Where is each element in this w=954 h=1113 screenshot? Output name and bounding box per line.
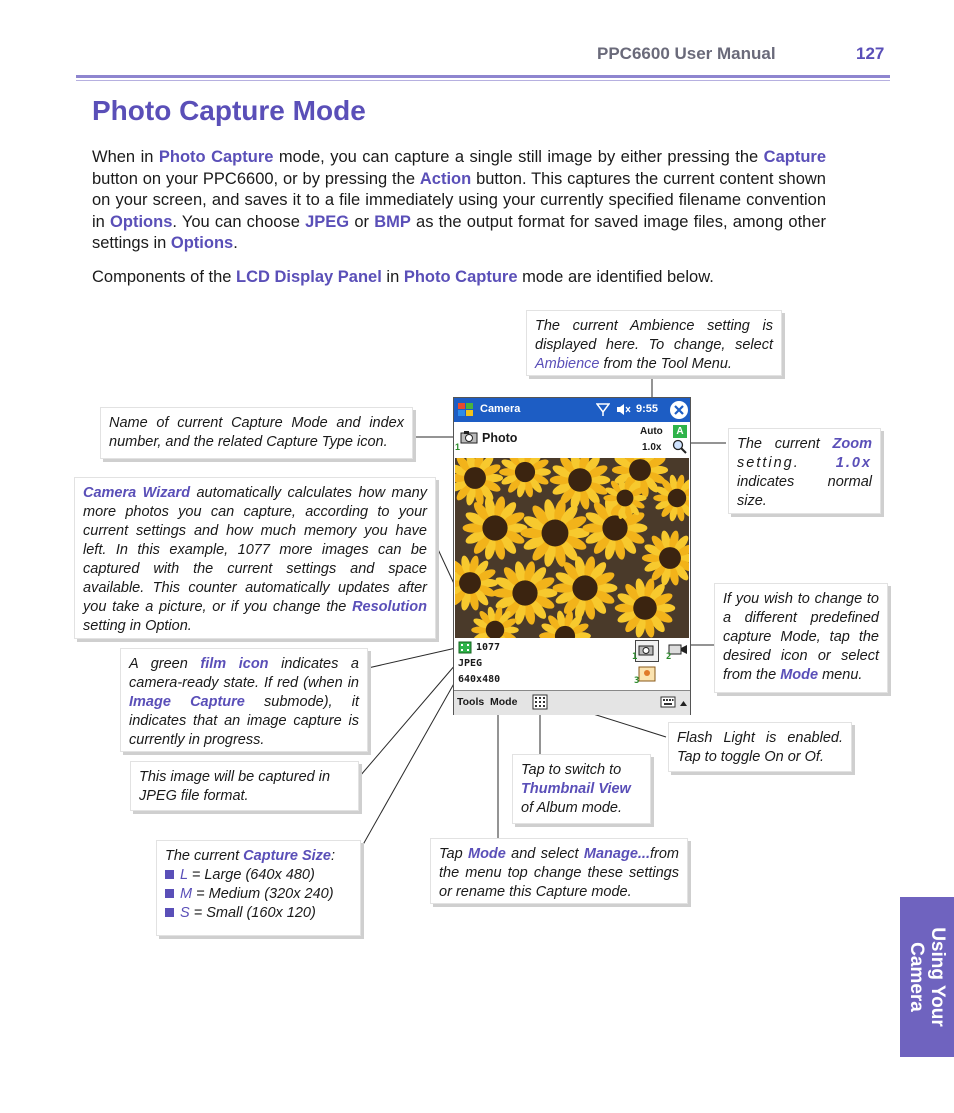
size-item	[165, 885, 352, 904]
size-text: = Large (640x 480)	[187, 867, 315, 883]
keyword-film-icon: film icon	[200, 656, 269, 672]
text: Tap	[439, 846, 468, 862]
text: submode), it indicates that an image capture is currently in progress.	[129, 694, 359, 748]
keyword-photo-capture: Photo Capture	[158, 148, 274, 166]
text: The current	[165, 848, 244, 864]
photo-preview	[455, 458, 689, 638]
keyword-options: Options	[110, 212, 173, 231]
ambience-badge[interactable]: A	[673, 425, 687, 438]
text: button. This captures the current content shown on your screen, and saves it to a file immediately using your currently specified filename convention in	[92, 169, 826, 231]
text: automatically calculates how many more photos you can capture, according to your current settings and how much memory you have left. In this example, 1077 more images can be captured with the current settings and space available. This counter automatically updates after you take a picture, or if you change the	[83, 485, 427, 615]
capture-size: 640x480	[458, 674, 501, 685]
size-text: = Small (160x 120)	[189, 905, 316, 921]
text: . You can choose	[172, 212, 306, 231]
text: from the Tool Menu.	[599, 356, 732, 372]
keyword-action: Action	[419, 169, 472, 188]
status-panel	[454, 422, 690, 458]
mode-name[interactable]: Photo	[482, 431, 518, 445]
side-tab	[900, 897, 954, 1057]
mode-number-1: 1	[632, 652, 638, 662]
callout-flash	[668, 722, 852, 772]
text: Tap to switch to	[521, 762, 622, 778]
signal-icon[interactable]	[596, 402, 610, 420]
film-icon	[458, 641, 472, 657]
text: Name of current Capture Mode and index number, and the related Capture Type icon.	[109, 415, 404, 450]
keyword-mode: Mode	[780, 667, 819, 683]
text: indicates normal size.	[737, 474, 872, 509]
text: Flash Light is enabled. Tap to toggle On or Of.	[677, 730, 843, 765]
text: If you wish to change to a different predefined capture Mode, tap the desired icon or select from the	[723, 591, 879, 683]
mode-number-3: 3	[634, 676, 640, 686]
zoom-icon[interactable]	[672, 439, 688, 460]
text: A green	[129, 656, 201, 672]
text: or	[349, 212, 375, 231]
bullet-icon	[165, 889, 174, 898]
keyword-jpeg: JPEG	[305, 212, 350, 231]
page-number: 127	[856, 44, 885, 63]
device-screen	[453, 397, 691, 715]
camera-icon	[460, 430, 478, 449]
keyword-bmp: BMP	[374, 212, 411, 231]
text: This image will be captured in JPEG file format.	[139, 769, 331, 804]
mode-icon-photo[interactable]	[635, 640, 659, 662]
mode-icon-frame[interactable]	[638, 666, 656, 685]
keyword-manage: Manage...	[583, 846, 650, 862]
callout-film-icon	[120, 648, 368, 752]
app-title: Camera	[480, 403, 521, 415]
title-bar	[454, 398, 690, 422]
callout-capture-mode-name	[100, 407, 413, 459]
menu-tools[interactable]: Tools	[457, 696, 485, 708]
text: in	[381, 268, 404, 286]
callout-jpeg-format	[130, 761, 359, 811]
callout-change-mode	[714, 583, 888, 693]
text: .	[233, 234, 238, 253]
keyword-lcd-panel: LCD Display Panel	[236, 268, 382, 286]
keyword-ambience: Ambience	[535, 356, 600, 372]
size-code: L	[180, 867, 188, 883]
keyword-capture: Capture	[763, 148, 826, 166]
keyword-options: Options	[170, 234, 234, 253]
callout-zoom	[728, 428, 881, 514]
text: mode, you can capture a single still image by either pressing the	[273, 148, 764, 166]
close-icon[interactable]	[669, 400, 689, 423]
callout-camera-wizard	[74, 477, 436, 639]
keyword-photo-capture: Photo Capture	[403, 268, 518, 286]
callout-thumbnail	[512, 754, 651, 824]
page-title: Photo Capture Mode	[92, 95, 366, 126]
menu-mode[interactable]: Mode	[490, 696, 518, 708]
text: and select	[505, 846, 584, 862]
ambience-label[interactable]: Auto	[640, 426, 663, 437]
text: menu.	[818, 667, 863, 683]
capture-info-panel	[454, 638, 690, 690]
keyboard-icon[interactable]	[660, 696, 676, 711]
text: Components of the	[92, 268, 237, 286]
bullet-icon	[165, 870, 174, 879]
side-tab-label: Using Your Camera	[906, 927, 948, 1027]
text: indicates a camera-ready state. If red (when in	[129, 656, 359, 691]
photo-counter: 1077	[476, 642, 501, 653]
clock[interactable]: 9:55	[636, 403, 659, 415]
keyword-image-capture: Image Capture	[129, 694, 245, 710]
start-icon[interactable]	[457, 401, 475, 419]
manual-title: PPC6600 User Manual	[597, 44, 776, 63]
text: When in	[92, 148, 159, 166]
menu-bar	[454, 690, 690, 715]
size-code: M	[180, 886, 193, 902]
keyword-resolution: Resolution	[352, 599, 427, 615]
text: The current Ambience setting is displayed here. To change, select	[535, 318, 773, 353]
file-format: JPEG	[458, 658, 483, 669]
volume-icon[interactable]	[615, 402, 631, 420]
callout-capture-size	[156, 840, 361, 936]
mode-index: 1	[455, 442, 461, 452]
size-text: = Medium (320x 240)	[192, 886, 334, 902]
chevron-up-icon[interactable]	[679, 698, 688, 710]
thumbnail-view-icon[interactable]	[532, 694, 548, 713]
keyword-thumbnail-view: Thumbnail View	[521, 781, 631, 797]
text: :	[331, 848, 336, 864]
text: setting in Option.	[83, 618, 192, 634]
text: as the output format for saved image files, among other settings in	[92, 212, 826, 253]
keyword-capture-size: Capture Size	[243, 848, 332, 864]
keyword-zoom-value: 1.0x	[835, 455, 872, 471]
callout-ambience	[526, 310, 782, 376]
leader-size	[360, 680, 456, 850]
size-item	[165, 904, 352, 923]
zoom-label[interactable]: 1.0x	[642, 442, 662, 453]
keyword-camera-wizard: Camera Wizard	[83, 485, 191, 501]
keyword-mode: Mode	[467, 846, 506, 862]
leader-flash	[590, 713, 666, 737]
sunflower-image	[455, 458, 689, 638]
keyword-zoom: Zoom	[832, 436, 872, 452]
text: button on your PPC6600, or by pressing the	[92, 169, 420, 188]
text: from the menu top change these settings or rename this Capture mode.	[439, 846, 679, 900]
leader-film	[368, 648, 456, 668]
size-item	[165, 866, 352, 885]
leader-jpeg	[360, 664, 456, 776]
mode-number-2: 2	[666, 652, 672, 662]
size-code: S	[180, 905, 190, 921]
text: of Album mode.	[521, 800, 623, 816]
text: The current	[737, 436, 833, 452]
text: setting.	[737, 455, 836, 471]
callout-manage	[430, 838, 688, 904]
text: mode are identified below.	[517, 268, 714, 286]
bullet-icon	[165, 908, 174, 917]
